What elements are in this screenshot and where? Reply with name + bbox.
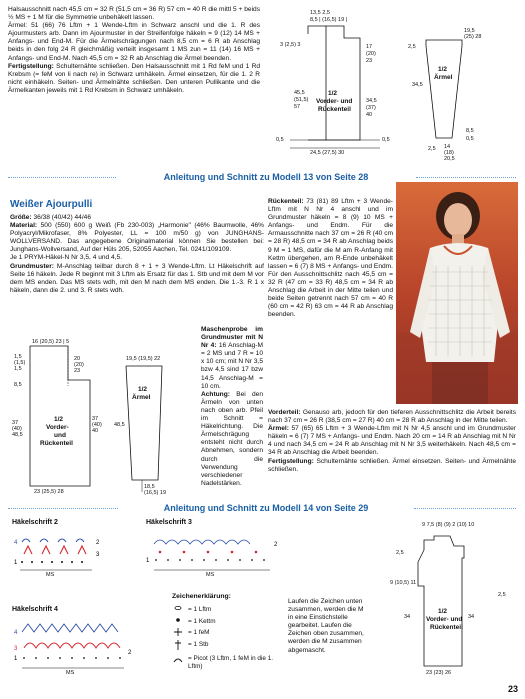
mid-body-r1: 20: [74, 356, 81, 362]
mid-sleeve-bottom2: (16,5) 19: [144, 490, 167, 496]
h4-title: Häkelschrift 4: [12, 606, 58, 613]
mid-body-r3: 23: [74, 368, 81, 374]
svg-text:3: 3: [96, 552, 100, 558]
header-model-13: Anleitung und Schnitt zu Modell 13 von Seite 28: [163, 172, 369, 182]
mid-sleeve-label1: 1/2: [138, 386, 148, 393]
page-number: 23: [508, 684, 519, 694]
mid-body-r6: 40: [92, 428, 99, 434]
top-sleeve-bottom2: (18): [444, 150, 454, 156]
rueck-label: Rückenteil:: [268, 198, 304, 205]
mid-body-pattern-diagram: [10, 336, 102, 500]
crochet-note: Laufen die Zeichen unten zusammen, werden die M in eine Einstichstelle gearbeitet. Laufen die Zeichen oben zusammen, werden die M zusammen abgemascht.: [288, 598, 364, 654]
rueck-text: 73 (81) 89 Lftm + 3 Wende-Lftm mit N Nr 4 anschl und im Grundmuster häkeln = 8 (9) 10 MS + Anfangs- und Endm. Für die Armausschnitte nach 37 cm = 26 R (40 cm = 28 R) 48,5 cm = 34 R ab Anschlag beids 9 M = 1 MS, dafür die M am R-Anfang mit Kettm übergehen, am R-Ende unbehäkelt lassen = 6 (7) 8 MS + Anfangs- und Endm. Für den Ausschnittschlitz nach 45,5 cm = 32 R (47 cm = 33 R) 48,5 cm = 34 R ab Anschlag die Arbeit in der Mitte teilen und beide Seiten getrennt nach 57 cm = 40 R (60 cm = 42 R) 63 cm = 44 R ab Anschlag beenden.: [268, 198, 393, 319]
mid-body-center1: 1/2: [54, 416, 64, 423]
legend-list: [188, 604, 278, 671]
legend-symbols-svg: [172, 604, 186, 676]
top-body-center1: 1/2: [328, 90, 338, 97]
bottom-diag-left: 34: [404, 614, 411, 620]
top-sleeve-bottom1: 14: [444, 144, 451, 150]
achtung-text: Bei den Ärmeln von unten nach oben arb. Pfeil im Schnitt = Häkelrichtung. Die Ärmelschrägung entsteht nicht durch Abnehmen, sondern durch die Verwendung verschiedener Nadelstärken.: [201, 390, 263, 487]
h2-title: Häkelschrift 2: [12, 519, 58, 526]
top-body-top-measure-2: 8,5 | (16,5) 19 |: [310, 17, 348, 23]
bottom-diag-top: 9 7,5 (8) (9) 2 (10) 10: [422, 522, 475, 528]
top-body-small2: 0,5: [382, 137, 390, 143]
bottom-diag-bottom: 23 (23) 26: [426, 670, 452, 676]
grund-label: Grundmuster:: [10, 262, 54, 270]
top-paragraph-3: Schulternähte schließen. Den Halsausschnitt mit 1 Rd feM und 1 Rd Krebsm (= feM von li nach re) in Schwarz umhäkeln. Ärmel einsetzen, für die 1. 2 R nicht einhäkeln. Seiten- und Ärmelnähte schließen. Den unteren Pullikante und die Ärmelkanten jeweils mit 1 Rd Krebsm in Schwarz umhäkeln.: [8, 62, 260, 94]
legend-item-fem: = 1 feM: [188, 629, 210, 636]
top-body-bottom: 24,5 (27,5) 30: [310, 150, 345, 156]
top-sleeve-left1: 2,5: [408, 44, 416, 50]
aermel-text: 57 (65) 65 Lftm + 3 Wende-Lftm mit N Nr 4,5 anschl und im Grundmuster häkeln = 6 (7) 7 MS + Anfangs- und Endm. Nach 20 cm = 14 R ab Anschlag mit N Nr 4 und nach 34,5 cm = 24 R ab Anschlag mit N Nr 3,5 weiterhäkeln. Nach 48,5 cm = 34 R ab Anschlag die Arbeit beenden.: [268, 425, 516, 457]
top-body-left1: 3 (2,5) 3: [280, 42, 301, 48]
model13-photo-svg: [396, 182, 518, 404]
svg-text:4: 4: [14, 540, 18, 546]
top-sleeve-pattern-diagram: [398, 22, 522, 162]
top-paragraph-3-label: Fertigstellung:: [8, 62, 54, 70]
top-body-top-measure: 13,5 2,5: [310, 10, 330, 16]
header2-rule-right: [414, 508, 516, 509]
top-sleeve-outline: [398, 22, 522, 162]
vorder-text: Genauso arb, jedoch für den tieferen Ausschnittschlitz die Arbeit bereits nach 37 cm = 26 R (38,5 cm = 27 R) 40 cm = 28 R ab Anschlag in der Mitte teilen.: [268, 409, 516, 425]
legend-symbols: [172, 604, 186, 676]
top-body-center3: Rückenteil: [318, 106, 351, 113]
header2-rule-left: [8, 508, 118, 509]
top-body-right6: 40: [366, 112, 373, 118]
header1-rule-left: [8, 177, 116, 178]
header-model-14: Anleitung und Schnitt zu Modell 14 von Seite 29: [163, 503, 369, 513]
bottom-diag-center2: Vorder- und: [426, 616, 463, 623]
mid-body-l5: 37: [12, 420, 19, 426]
top-body-small1: 0,5: [276, 137, 284, 143]
bottom-diag-right: 34: [468, 614, 475, 620]
top-paragraph-1: Halsausschnitt nach 45,5 cm = 32 R (51,5 cm = 36 R) 57 cm = 40 R die mittl 5 + beids ½ MS + 1 M für die Symmetrie unbehäkelt lassen.: [8, 6, 260, 22]
top-body-pattern-diagram: [270, 6, 400, 166]
top-body-right4: 34,5: [366, 98, 377, 104]
header1-rule-right: [416, 177, 516, 178]
top-body-left2: 45,5: [294, 90, 305, 96]
aermel-label: Ärmel:: [268, 425, 289, 433]
bottom-diag-center1: 1/2: [438, 608, 448, 615]
mid-sleeve-label2: Ärmel: [132, 394, 151, 401]
mid-body-center3: und: [54, 432, 66, 439]
top-sleeve-bottom3: 20,5: [444, 156, 455, 162]
mid-body-top: 16 (20,5) 23 | 5: [32, 339, 70, 345]
crochet-chart-4: [12, 618, 152, 678]
svg-text:1: 1: [14, 560, 18, 566]
mid-body-bottom: 23 (25,5) 28: [34, 489, 64, 495]
mid-sleeve-side: 48,5: [114, 422, 125, 428]
svg-text:3: 3: [14, 646, 18, 652]
h4-ms-label: MS: [66, 670, 75, 676]
top-body-right3: 23: [366, 58, 373, 64]
model13-text-col1: [10, 214, 264, 295]
crochet-chart-2: [12, 530, 132, 580]
mid-body-center4: Rückenteil: [40, 440, 73, 447]
model13-photo: [396, 182, 518, 404]
mid-body-l7: 48,5: [12, 432, 23, 438]
legend-item-lftm: = 1 Lftm: [188, 606, 212, 613]
top-body-left3: (51,5): [294, 97, 309, 103]
top-text-block: [8, 6, 260, 95]
mid-body-l1: 1,5: [14, 354, 22, 360]
bottom-body-pattern-diagram: [388, 522, 520, 682]
crochet-chart-3-svg: [146, 530, 286, 580]
model13-title: Weißer Ajourpulli: [10, 199, 93, 210]
top-body-outline: [270, 6, 400, 166]
fert-text: Schulternähte schließen. Ärmel einsetzen. Seiten- und Ärmelnähte schließen.: [268, 457, 516, 473]
svg-text:2: 2: [274, 542, 278, 548]
crochet-chart-4-svg: [12, 618, 152, 678]
crochet-chart-2-svg: [12, 530, 132, 580]
bottom-diag-l1: 2,5: [396, 550, 404, 556]
top-body-left4: 57: [294, 104, 301, 110]
mid-body-l6: (40): [12, 426, 22, 432]
bottom-body-outline: [388, 522, 520, 682]
achtung-label: Achtung:: [201, 390, 230, 398]
fert-label: Fertigstellung:: [268, 457, 314, 465]
top-paragraph-2: Ärmel: 51 (66) 76 Lftm + 1 Wende-Lftm in Schwarz anschl und die 1. R des Ajourmusters arb. Dann im Ajourmuster in der Streifenfolge häkeln = 9 (12) 14 MS + Anfangs- und End-M. Für die Ärmelschrägungen nach 8,5 cm = 6 R ab Anschlag beids in den folg 24 R gleichmäßig verteilt insgesamt 1 MS zun = 11 (14) 16 MS + Anfangs- und End-M. Nach 45,5 cm = 32 R ab Anschlag die Ärmel beenden.: [8, 22, 260, 62]
legend-item-picot: = Picot (3 Lftm, 1 feM in die 1. Lftm): [188, 655, 274, 670]
legend-item-stb: = 1 Stb: [188, 640, 209, 648]
mid-sleeve-bottom1: 18,5: [144, 484, 155, 490]
mid-body-l4: 8,5: [14, 382, 22, 388]
needle-text: Je 1 PRYM-Häkel-N Nr 3,5, 4 und 4,5.: [10, 254, 123, 262]
top-sleeve-top2: (25) 28: [464, 34, 482, 40]
bottom-diag-small: 2,5: [498, 592, 506, 598]
legend-title: Zeichenerklärung:: [172, 593, 231, 600]
crochet-chart-3: [146, 530, 286, 580]
svg-text:2: 2: [96, 540, 100, 546]
svg-text:1: 1: [14, 656, 18, 662]
top-sleeve-small2: 2,5: [428, 146, 436, 152]
top-sleeve-top: 19,5: [464, 28, 475, 34]
top-sleeve-label1: 1/2: [438, 66, 448, 73]
masche-label: Maschenprobe im Grundmuster mit N Nr 4:: [201, 326, 263, 350]
size-label: Größe:: [10, 214, 32, 221]
model13-text-col2: [268, 198, 393, 319]
model13-text-narrow: [201, 326, 263, 488]
mid-sleeve-outline: [112, 352, 202, 502]
top-body-center2: Vorder- und: [316, 98, 353, 105]
top-sleeve-side: 34,5: [412, 82, 423, 88]
mid-sleeve-pattern-diagram: [112, 352, 202, 502]
mid-body-r2: (20): [74, 362, 84, 368]
legend-item-kettm: = 1 Kettm: [188, 617, 216, 625]
top-sleeve-small3: 0,5: [466, 136, 474, 142]
masche-text: 16 Anschlag-M = 2 MS und 7 R = 10 x 10 cm; mit N Nr 3,5 bzw 4,5 sind 17 bzw 14,5 Anschlag-M = 10 cm.: [201, 342, 263, 390]
vorder-label: Vorderteil:: [268, 409, 301, 416]
svg-text:1: 1: [146, 558, 150, 564]
svg-text:4: 4: [14, 630, 18, 636]
top-body-right2: (20): [366, 51, 376, 57]
top-body-right5: (37): [366, 105, 376, 111]
mid-body-center2: Vorder-: [46, 424, 69, 431]
size-value: 36/38 (40/42) 44/46: [31, 214, 92, 221]
bottom-diag-l2: 9 (10,5) 11: [390, 580, 417, 586]
h3-ms-label: MS: [206, 572, 215, 578]
svg-text:2: 2: [128, 650, 132, 656]
top-sleeve-small1: 8,5: [466, 128, 474, 134]
mid-sleeve-top: 19,5 (19,5) 22: [126, 356, 161, 362]
model13-text-bottom: [268, 409, 516, 474]
grund-text: M-Anschlag teilbar durch 8 + 1 + 3 Wende-Lftm. Lt Häkelschrift auf Seite 16 häkeln. Jede R beginnt mit 3 Lftm als Ersatz für das 1. Stb und mit dem M vor dem MS enden. Das MS stets wdh, mit den M nach dem MS enden. Die 1.-3. R 1 x häkeln, dann die 2. und 3. R stets wdh.: [10, 262, 264, 294]
top-body-right1: 17: [366, 44, 373, 50]
material-value: 500 (550) 600 g Weiß (Fb 230-003) „Harmonie" (46% Baumwolle, 46% Polyacryl/Mikrofaser, 8% Polyester, LL = 100 m/50 g) von JUNGHANS-WOLLVERSAND. Das angegebene Originalmaterial können Sie bestellen bei: Junghans-Wollversand, Auf der Hüls 205, 52055 Aachen, Tel. 0241/109109.: [10, 222, 264, 254]
mid-body-l2: (1,5): [14, 360, 26, 366]
mid-body-r5: (40): [92, 422, 102, 428]
material-label: Material:: [10, 222, 38, 230]
mid-body-r4: 37: [92, 416, 99, 422]
h2-ms-label: MS: [46, 572, 55, 578]
top-sleeve-label2: Ärmel: [434, 74, 453, 81]
h3-title: Häkelschrift 3: [146, 519, 192, 526]
mid-body-l3: 1,5: [14, 366, 22, 372]
bottom-diag-center3: Rückenteil: [430, 624, 463, 631]
